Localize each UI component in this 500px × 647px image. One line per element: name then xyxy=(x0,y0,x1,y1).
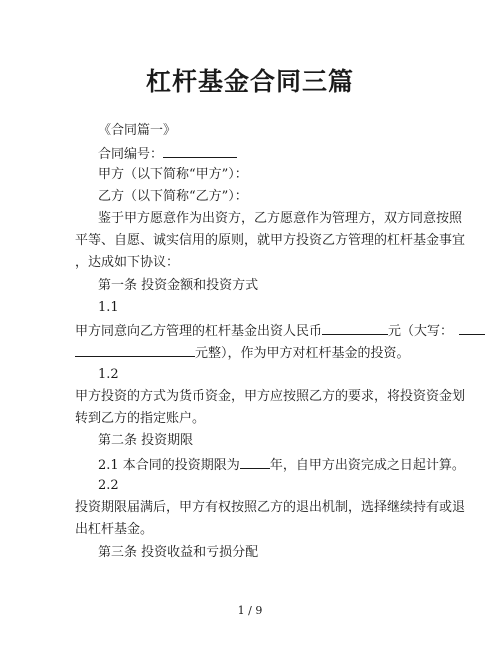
party-b-line: 乙方（以下简称“乙方”）： xyxy=(98,189,248,204)
clause-1-1-text-b: 元（大写： xyxy=(388,324,454,339)
amount-blank xyxy=(322,322,388,335)
amount-words-blank-a xyxy=(459,322,485,335)
clause-1-1-text-c: 元整），作为甲方对杠杆基金的投资。 xyxy=(195,346,410,361)
clause-1-1-text-a: 甲方同意向乙方管理的杠杆基金出资人民币 xyxy=(75,324,323,339)
clause-2-2-line-2: 出杠杆基金。 xyxy=(75,522,154,537)
preamble-line-3: ，达成如下协议： xyxy=(75,255,180,270)
preamble-line-2: 平等、自愿、诚实信用的原则，就甲方投资乙方管理的杠杆基金事宜 xyxy=(75,233,466,248)
preamble-line-1: 鉴于甲方愿意作为出资方，乙方愿意作为管理方，双方同意按照 xyxy=(98,211,463,226)
clause-1-2-line-1: 甲方投资的方式为货币资金，甲方应按照乙方的要求，将投资资金划 xyxy=(75,389,466,404)
clause-1-2-line-2: 转到乙方的指定账户。 xyxy=(75,411,206,426)
clause-1-1-line-2 xyxy=(75,344,410,362)
contract-number-blank xyxy=(163,145,237,158)
contract-number-line xyxy=(98,145,237,163)
clause-2-2-number: 2.2 xyxy=(98,478,119,493)
clause-2-1-text-b: 年，自甲方出资完成之日起计算。 xyxy=(269,458,465,473)
clause-2-1-line xyxy=(98,456,465,474)
amount-words-blank-b xyxy=(75,344,195,357)
clause-1-1-line-1 xyxy=(75,322,485,340)
clause-2-1-text-a: 2.1 本合同的投资期限为 xyxy=(98,458,240,473)
party-a-line: 甲方（以下简称“甲方”）： xyxy=(98,167,248,182)
article-2-heading: 第二条 投资期限 xyxy=(98,433,194,448)
page-indicator: 1 / 9 xyxy=(237,604,263,617)
document-title: 杠杆基金合同三篇 xyxy=(145,67,354,96)
article-3-heading: 第三条 投资收益和亏损分配 xyxy=(98,545,259,560)
clause-2-2-line-1: 投资期限届满后，甲方有权按照乙方的退出机制，选择继续持有或退 xyxy=(75,500,466,515)
article-1-heading: 第一条 投资金额和投资方式 xyxy=(98,278,259,293)
section-label: 《合同篇一》 xyxy=(98,123,177,138)
contract-number-label: 合同编号： xyxy=(98,147,164,162)
clause-1-1-number: 1.1 xyxy=(98,300,119,315)
term-years-blank xyxy=(240,456,270,469)
clause-1-2-number: 1.2 xyxy=(98,367,119,382)
